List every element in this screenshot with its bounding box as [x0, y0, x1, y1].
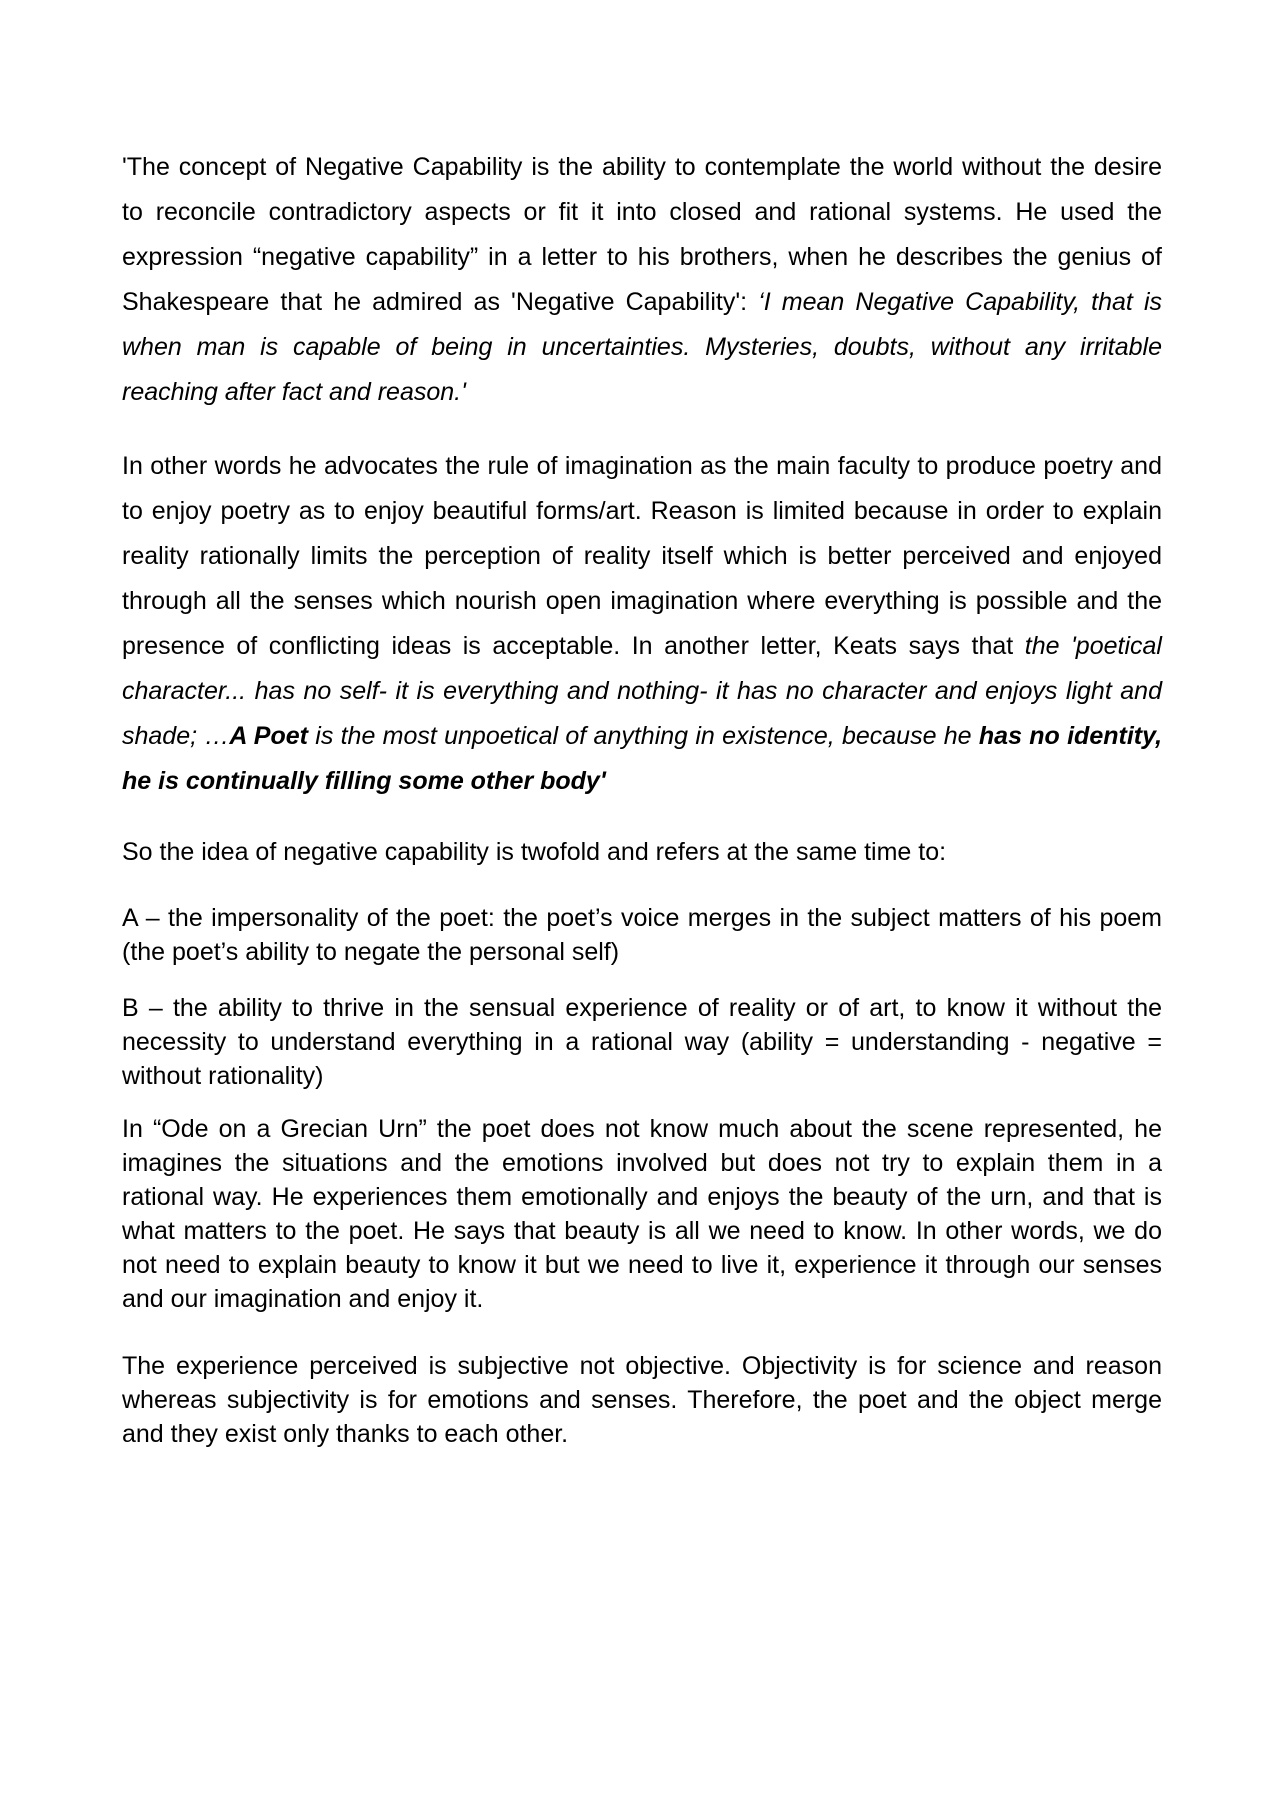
- poetical-character-quote: the 'poetical character... has no self- it is everything and nothing- it has no character and enjoys light and shade; …: [122, 632, 1162, 750]
- no-identity-emphasis: has no identity, he is continually filling some other body': [122, 722, 1163, 795]
- paragraph-subjectivity: The experience perceived is subjective not objective. Objectivity is for science and reason whereas subjectivity is for emotions and senses. Therefore, the poet and the object merge and they exist only thanks to each other.: [122, 1352, 1162, 1448]
- poetical-character-quote-cont: is the most unpoetical of anything in existence, because he: [315, 722, 972, 750]
- paragraph-negative-capability-definition: [122, 145, 1162, 415]
- paragraph-twofold-intro: So the idea of negative capability is twofold and refers at the same time to:: [122, 838, 947, 866]
- paragraph-text: In other words he advocates the rule of imagination as the main faculty to produce poetry and to enjoy poetry as to enjoy beautiful forms/art. Reason is limited because in order to explain reality rationally limits the perception of reality itself which is better perceived and enjoyed through all the senses which nourish open imagination where everything is possible and the presence of conflicting ideas is acceptable. In another letter, Keats says that: [122, 452, 1162, 660]
- paragraph-imagination: [122, 444, 1162, 804]
- keats-quote: ‘I mean Negative Capability, that is when man is capable of being in uncertainties. Mysteries, doubts, without any irritable reaching after fact and reason.': [122, 288, 1162, 406]
- paragraph-point-a: A – the impersonality of the poet: the poet’s voice merges in the subject matters of his poem (the poet’s ability to negate the personal self): [122, 904, 1162, 966]
- paragraph-text: 'The concept of Negative Capability is the ability to contemplate the world without the desire to reconcile contradictory aspects or fit it into closed and rational systems. He used the expression “negative capability” in a letter to his brothers, when he describes the genius of Shakespeare that he admired as 'Negative Capability':: [122, 153, 1162, 316]
- a-poet-emphasis: A Poet: [229, 722, 308, 750]
- paragraph-point-b: B – the ability to thrive in the sensual experience of reality or of art, to know it without the necessity to understand everything in a rational way (ability = understanding - negative = without rationality): [122, 994, 1162, 1090]
- paragraph-grecian-urn: In “Ode on a Grecian Urn” the poet does not know much about the scene represented, he imagines the situations and the emotions involved but does not try to explain them in a rational way. He experiences them emotionally and enjoys the beauty of the urn, and that is what matters to the poet. He says that beauty is all we need to know. In other words, we do not need to explain beauty to know it but we need to live it, experience it through our senses and our imagination and enjoy it.: [122, 1115, 1162, 1313]
